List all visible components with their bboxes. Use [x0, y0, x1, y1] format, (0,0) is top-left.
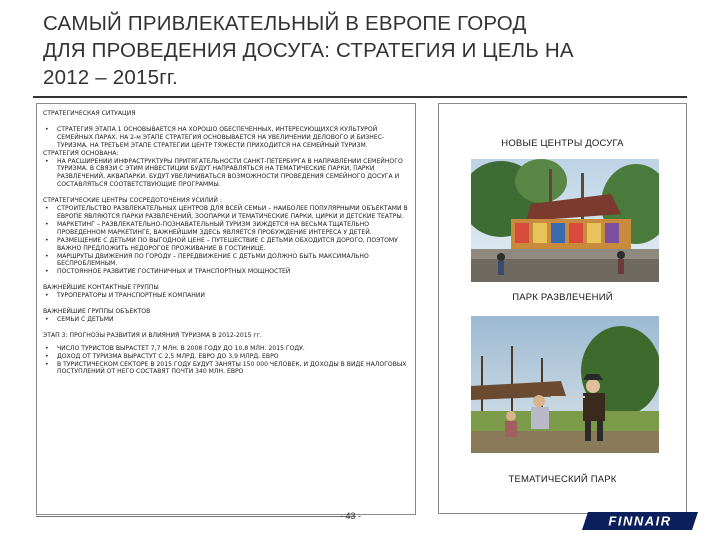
- centers-item: • СТРОИТЕЛЬСТВО РАЗВЛЕКАТЕЛЬНЫХ ЦЕНТРОВ ДЛЯ ВСЕЙ СЕМЬИ – НАИБОЛЕЕ ПОПУЛЯРНЫМИ ОБЪЕКТАМИ В ЕВРОПЕ ЯВЛЯЮТСЯ ПАРКИ РАЗВЛЕЧЕНИЙ, ЗООПАРКИ И ТЕМАТИЧЕСКИЕ ПАРКИ, ЦИРКИ И ДЕТСКИЕ ТЕАТРЫ.: [43, 205, 409, 221]
- centers-item: • РАЗМЕЩЕНИЕ С ДЕТЬМИ ПО ВЫГОДНОЙ ЦЕНЕ – ПУТЕШЕСТВИЕ С ДЕТЬМИ ОБХОДИТСЯ ДОРОГО, ПОЭТОМУ ВАЖНО ПРЕДЛОЖИТЬ НЕДОРОГОЕ ПРОЖИВАНИЕ В ГОСТИНИЦЕ.: [43, 237, 409, 253]
- theme-park-photo: [471, 316, 659, 453]
- theme-park-label: ТЕМАТИЧЕСКИЙ ПАРК: [508, 474, 617, 485]
- strategy-situation-heading: СТРАТЕГИЧЕСКАЯ СИТУАЦИЯ: [43, 110, 136, 117]
- title-line-1: САМЫЙ ПРИВЛЕКАТЕЛЬНЫЙ В ЕВРОПЕ ГОРОД: [43, 12, 527, 35]
- centers-item: • МАРШРУТЫ ДВИЖЕНИЯ ПО ГОРОДУ – ПЕРЕДВИЖЕНИЕ С ДЕТЬМИ ДОЛЖНО БЫТЬ МАКСИМАЛЬНО БЕСПРОБЛЕМНЫМ.: [43, 253, 409, 269]
- centers-heading: СТРАТЕГИЧЕСКИЕ ЦЕНТРЫ СОСРЕДОТОЧЕНИЯ УСИЛИЙ :: [43, 197, 222, 205]
- footer-divider: [36, 516, 356, 517]
- strategy-item: • СТРАТЕГИЯ ЭТАПА 1 ОСНОВЫВАЕТСЯ НА ХОРОШО ОБЕСПЕЧЕННЫХ, ИНТЕРЕСУЮЩИХСЯ КУЛЬТУРОЙ СЕМЕЙНЫХ ПАРАХ. НА 2-м ЭТАПЕ СТРАТЕГИЯ ОСНОВЫВАЕТСЯ НА УВЕЛИЧЕНИИ ДЕЛОВОГО И БИЗНЕС-ТУРИЗМА. НА ТРЕТЬЕМ ЭТАПЕ СТРАТЕГИИ ЦЕНТР ТЯЖЕСТИ ПРИХОДИТСЯ НА СЕМЕЙНЫЙ ТУРИЗМ.: [43, 126, 409, 150]
- objects-item: • СЕМЬИ С ДЕТЬМИ: [43, 316, 409, 324]
- svg-text:FINNAIR: FINNAIR: [608, 513, 672, 529]
- title-line-2: ДЛЯ ПРОВЕДЕНИЯ ДОСУГА: СТРАТЕГИЯ И ЦЕЛЬ НА: [43, 39, 574, 62]
- based-item: • НА РАСШИРЕНИИ ИНФРАСТРУКТУРЫ ПРИТЯГАТЕЛЬНОСТИ САНКТ-ПЕТЕРБУРГА В НАПРАВЛЕНИИ СЕМЕЙНОГО ТУРИЗМА. В СВЯЗИ С ЭТИМ ИНВЕСТИЦИИ БУДУТ НАПРАВЛЯТЬСЯ НА ТЕМАТИЧЕСКИЕ ПАРКИ, ПАРКИ РАЗВЛЕЧЕНИЙ, АКВАПАРКИ. БУДУТ УВЕЛИЧИВАТЬСЯ ВОЗМОЖНОСТИ ПРОВЕДЕНИЯ СЕМЕЙНОГО ДОСУГА И СОСТАВЛЯТЬСЯ СООТВЕТСТВУЮЩИЕ ПРОГРАММЫ.: [43, 158, 409, 190]
- images-panel: [438, 103, 687, 514]
- centers-item: • ПОСТОЯННОЕ РАЗВИТИЕ ГОСТИНИЧНЫХ И ТРАНСПОРТНЫХ МОЩНОСТЕЙ: [43, 268, 409, 276]
- forecast-item: • ДОХОД ОТ ТУРИЗМА ВЫРАСТУТ С 2,5 МЛРД. ЕВРО ДО 3,9 МЛРД. ЕВРО: [43, 353, 409, 361]
- finnair-logo: [580, 508, 700, 532]
- forecast-item: • ЧИСЛО ТУРИСТОВ ВЫРАСТЕТ 7,7 МЛН. В 2008 ГОДУ ДО 10,8 МЛН. 2015 ГОДУ.: [43, 345, 409, 353]
- strategy-text-panel: [36, 103, 416, 515]
- page-number: - 43 -: [340, 511, 362, 521]
- based-heading: СТРАТЕГИЯ ОСНОВАНА:: [43, 149, 119, 157]
- amusement-park-label: ПАРК РАЗВЛЕЧЕНИЙ: [512, 292, 613, 303]
- new-leisure-centers-label: НОВЫЕ ЦЕНТРЫ ДОСУГА: [501, 138, 624, 149]
- contacts-heading: ВАЖНЕЙШИЕ КОНТАКТНЫЕ ГРУППЫ: [43, 284, 159, 292]
- forecast-item: • В ТУРИСТИЧЕСКОМ СЕКТОРЕ В 2015 ГОДУ БУДУТ ЗАНЯТЫ 150 000 ЧЕЛОВЕК, И ДОХОДЫ В ВИДЕ НАЛОГОВЫХ ПОСТУПЛЕНИЙ ОТ НЕГО СОСТАВЯТ ПОЧТИ 340 МЛН. ЕВРО: [43, 361, 409, 377]
- forecast-heading: ЭТАП 3: ПРОГНОЗЫ РАЗВИТИЯ И ВЛИЯНИЯ ТУРИЗМА В 2012-2015 гг.: [43, 331, 262, 339]
- contacts-item: • ТУРОПЕРАТОРЫ И ТРАНСПОРТНЫЕ КОМПАНИИ: [43, 292, 409, 300]
- slide-title: [43, 10, 693, 91]
- title-line-3: 2012 – 2015гг.: [43, 66, 178, 89]
- amusement-park-photo: [471, 159, 659, 282]
- centers-item: • МАРКЕТИНГ – РАЗВЛЕКАТЕЛЬНО-ПОЗНАВАТЕЛЬНЫЙ ТУРИЗМ ЗИЖДЕТСЯ НА ВЕСЬМА ТЩАТЕЛЬНО ПРОВЕДЕННОМ МАРКЕТИНГЕ, ВАЖНЕЙШИМ ЗДЕСЬ ЯВЛЯЕТСЯ ПРОБУЖДЕНИЕ ИНТЕРЕСА У ДЕТЕЙ.: [43, 221, 409, 237]
- title-underline: [33, 96, 687, 98]
- objects-heading: ВАЖНЕЙШИЕ ГРУППЫ ОБЪЕКТОВ: [43, 308, 151, 316]
